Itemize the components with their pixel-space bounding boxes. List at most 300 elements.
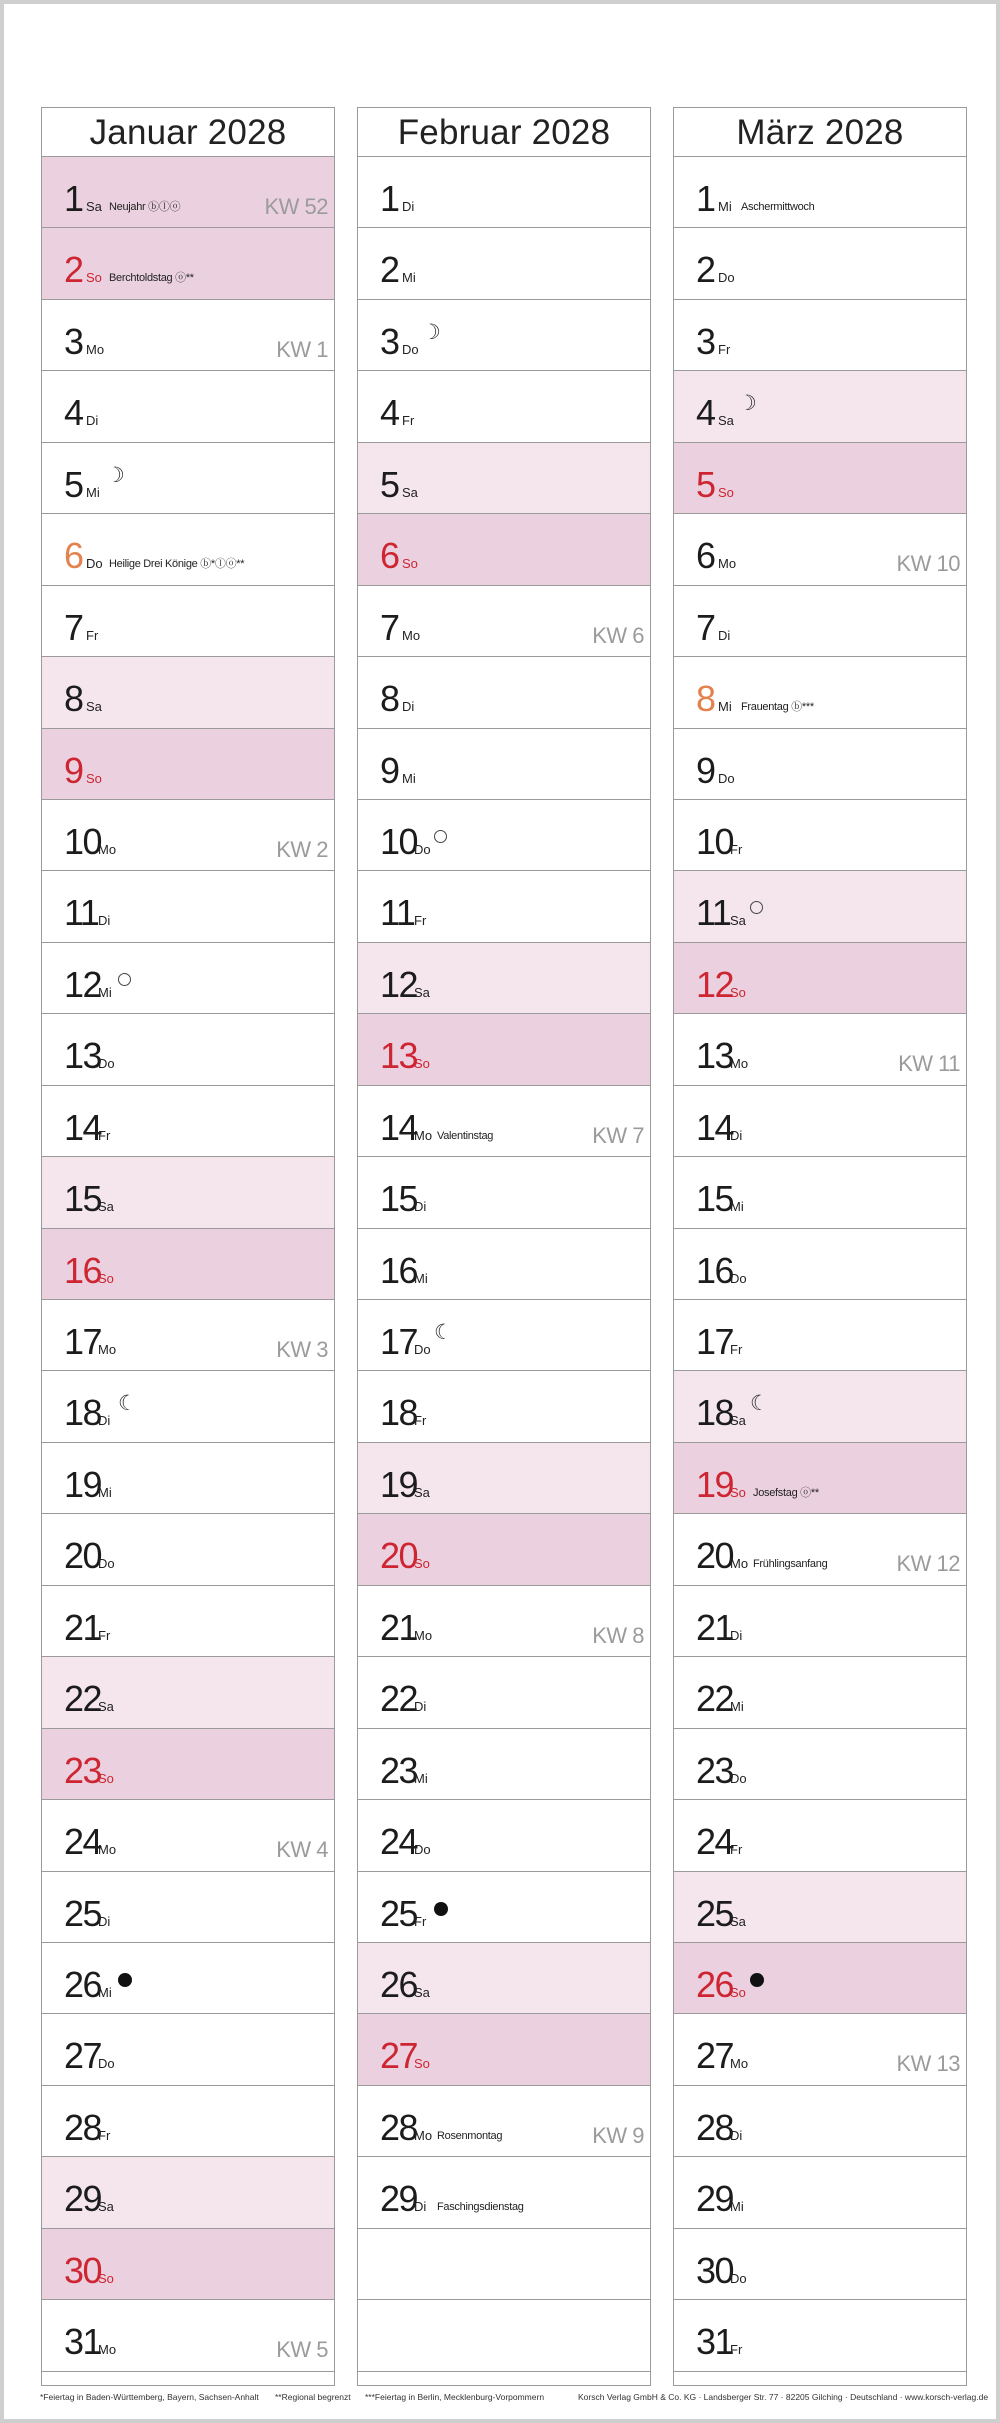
holiday-label: Frauentag ⓑ*** bbox=[741, 701, 814, 714]
day-row bbox=[42, 1157, 334, 1228]
calendar-week-label: KW 12 bbox=[896, 1551, 960, 1577]
month-title: Februar 2028 bbox=[358, 108, 650, 157]
day-number: 22 bbox=[64, 1678, 102, 1720]
weekday-label: Do bbox=[730, 1770, 747, 1786]
day-row bbox=[674, 2014, 966, 2085]
day-number: 27 bbox=[696, 2035, 734, 2077]
calendar-week-label: KW 7 bbox=[592, 1122, 644, 1148]
day-row bbox=[42, 2086, 334, 2157]
weekday-label: Do bbox=[98, 1556, 115, 1572]
day-row bbox=[674, 2229, 966, 2300]
weekday-label: Sa bbox=[730, 913, 746, 929]
day-row bbox=[674, 1229, 966, 1300]
day-row bbox=[358, 2086, 650, 2157]
weekday-label: Fr bbox=[86, 627, 99, 643]
weekday-label: Di bbox=[414, 2199, 427, 2215]
weekday-label: So bbox=[730, 1984, 746, 2000]
weekday-label: Sa bbox=[414, 1984, 430, 2000]
day-number: 24 bbox=[64, 1821, 102, 1863]
first-quarter-moon-icon: ☽ bbox=[738, 392, 757, 416]
weekday-label: Mi bbox=[730, 1699, 744, 1715]
weekday-label: Fr bbox=[98, 1127, 111, 1143]
weekday-label: Fr bbox=[730, 1842, 743, 1858]
day-row bbox=[674, 800, 966, 871]
weekday-label: Mo bbox=[730, 1056, 749, 1072]
day-number: 10 bbox=[696, 820, 734, 862]
month-title: Januar 2028 bbox=[42, 108, 334, 157]
day-number: 6 bbox=[380, 535, 399, 577]
day-number: 31 bbox=[696, 2321, 734, 2363]
day-row bbox=[674, 1443, 966, 1514]
day-row bbox=[674, 300, 966, 371]
weekday-label: So bbox=[98, 2270, 114, 2286]
day-number: 9 bbox=[696, 749, 715, 791]
day-row bbox=[674, 943, 966, 1014]
weekday-label: Fr bbox=[402, 413, 415, 429]
day-row bbox=[358, 371, 650, 442]
day-row bbox=[358, 1300, 650, 1371]
new-moon-icon bbox=[434, 1902, 448, 1916]
day-row bbox=[42, 1229, 334, 1300]
day-row bbox=[42, 2300, 334, 2371]
weekday-label: Di bbox=[402, 699, 415, 715]
day-row bbox=[358, 1371, 650, 1442]
first-quarter-moon-icon: ☽ bbox=[422, 320, 441, 344]
day-row bbox=[42, 1300, 334, 1371]
last-quarter-moon-icon: ☾ bbox=[118, 1392, 137, 1416]
day-row bbox=[674, 1657, 966, 1728]
weekday-label: Di bbox=[98, 1913, 111, 1929]
day-number: 11 bbox=[696, 892, 731, 934]
calendar-week-label: KW 4 bbox=[276, 1837, 328, 1863]
full-moon-icon bbox=[118, 973, 131, 986]
month-column-february bbox=[357, 107, 651, 2386]
day-row bbox=[674, 1943, 966, 2014]
day-number: 12 bbox=[696, 963, 734, 1005]
day-number: 4 bbox=[696, 392, 715, 434]
day-row bbox=[42, 871, 334, 942]
day-row bbox=[358, 1729, 650, 1800]
day-number: 22 bbox=[696, 1678, 734, 1720]
day-number: 28 bbox=[696, 2106, 734, 2148]
day-row bbox=[358, 1800, 650, 1871]
day-row bbox=[42, 586, 334, 657]
day-row bbox=[358, 871, 650, 942]
day-row bbox=[42, 1800, 334, 1871]
day-number: 27 bbox=[64, 2035, 102, 2077]
weekday-label: Fr bbox=[730, 2342, 743, 2358]
day-number: 21 bbox=[380, 1606, 418, 1648]
day-row bbox=[42, 1371, 334, 1442]
weekday-label: Mi bbox=[98, 984, 112, 1000]
day-row bbox=[42, 943, 334, 1014]
day-number: 5 bbox=[696, 463, 715, 505]
day-number: 26 bbox=[64, 1963, 102, 2005]
day-row bbox=[42, 2014, 334, 2085]
day-number: 23 bbox=[380, 1749, 418, 1791]
day-number: 17 bbox=[696, 1321, 734, 1362]
month-column-january bbox=[41, 107, 335, 2386]
footnote-3: ***Feiertag in Berlin, Mecklenburg-Vorpommern bbox=[365, 2392, 545, 2402]
day-row-empty bbox=[358, 2229, 650, 2300]
day-number: 2 bbox=[64, 249, 83, 291]
day-number: 3 bbox=[380, 320, 399, 362]
publisher-info: Korsch Verlag GmbH & Co. KG · Landsberger Str. 77 · 82205 Gilching · Deutschland · www.korsch-verlag.de bbox=[578, 2392, 989, 2402]
weekday-label: Fr bbox=[98, 1627, 111, 1643]
day-number: 1 bbox=[64, 178, 83, 219]
day-row bbox=[674, 1300, 966, 1371]
weekday-label: Do bbox=[414, 1342, 431, 1357]
day-number: 25 bbox=[64, 1892, 102, 1934]
day-row bbox=[42, 800, 334, 871]
calendar-week-label: KW 9 bbox=[592, 2122, 644, 2148]
weekday-label: Fr bbox=[730, 841, 743, 857]
weekday-label: Mi bbox=[98, 1984, 112, 2000]
month-column-march bbox=[673, 107, 967, 2386]
day-number: 6 bbox=[696, 535, 715, 577]
day-row bbox=[674, 1586, 966, 1657]
weekday-label: Mi bbox=[402, 270, 416, 286]
weekday-label: Mo bbox=[98, 841, 117, 857]
weekday-label: Mo bbox=[414, 2127, 433, 2143]
weekday-label: Do bbox=[718, 770, 735, 786]
day-row bbox=[358, 1872, 650, 1943]
day-number: 6 bbox=[64, 535, 83, 577]
day-number: 9 bbox=[64, 749, 83, 791]
weekday-label: Sa bbox=[402, 484, 418, 500]
calendar-week-label: KW 10 bbox=[896, 551, 960, 577]
weekday-label: Di bbox=[414, 1199, 427, 1215]
weekday-label: Mi bbox=[414, 1770, 428, 1786]
weekday-label: Fr bbox=[730, 1342, 743, 1357]
weekday-label: Sa bbox=[730, 1413, 746, 1429]
day-number: 17 bbox=[64, 1321, 102, 1362]
weekday-label: Mo bbox=[414, 1127, 433, 1143]
weekday-label: Di bbox=[414, 1699, 427, 1715]
weekday-label: Fr bbox=[414, 1913, 427, 1929]
day-row bbox=[358, 1157, 650, 1228]
footnote-1: *Feiertag in Baden-Württemberg, Bayern, Sachsen-Anhalt bbox=[40, 2392, 259, 2402]
day-row bbox=[358, 300, 650, 371]
day-row bbox=[674, 1729, 966, 1800]
day-number: 28 bbox=[380, 2106, 418, 2148]
weekday-label: Sa bbox=[98, 2199, 114, 2215]
month-title: März 2028 bbox=[674, 108, 966, 157]
weekday-label: So bbox=[414, 2056, 430, 2072]
day-row bbox=[42, 1586, 334, 1657]
day-number: 25 bbox=[380, 1892, 418, 1934]
day-row bbox=[42, 1443, 334, 1514]
day-number: 14 bbox=[64, 1106, 102, 1148]
day-row bbox=[674, 586, 966, 657]
day-row bbox=[42, 514, 334, 585]
day-row bbox=[42, 1514, 334, 1585]
weekday-label: Mi bbox=[730, 1199, 744, 1215]
day-row bbox=[674, 157, 966, 228]
day-number: 22 bbox=[380, 1678, 418, 1720]
weekday-label: Mi bbox=[402, 770, 416, 786]
day-number: 13 bbox=[696, 1035, 734, 1077]
weekday-label: Mi bbox=[730, 2199, 744, 2215]
day-row bbox=[674, 514, 966, 585]
weekday-label: Sa bbox=[98, 1199, 114, 1215]
day-row bbox=[42, 1086, 334, 1157]
day-number: 2 bbox=[380, 249, 399, 291]
weekday-label: Di bbox=[402, 199, 415, 214]
day-row bbox=[674, 729, 966, 800]
day-number: 26 bbox=[380, 1963, 418, 2005]
holiday-label: Berchtoldstag ⓞ** bbox=[109, 272, 194, 285]
day-row bbox=[358, 443, 650, 514]
weekday-label: Mi bbox=[718, 199, 732, 214]
day-number: 23 bbox=[696, 1749, 734, 1791]
day-number: 11 bbox=[64, 892, 99, 934]
weekday-label: Di bbox=[98, 1413, 111, 1429]
calendar-week-label: KW 13 bbox=[896, 2051, 960, 2077]
day-row bbox=[42, 157, 334, 228]
last-quarter-moon-icon: ☾ bbox=[434, 1321, 453, 1344]
day-number: 24 bbox=[380, 1821, 418, 1863]
weekday-label: Fr bbox=[414, 913, 427, 929]
weekday-label: Di bbox=[98, 913, 111, 929]
day-row bbox=[42, 1943, 334, 2014]
day-number: 7 bbox=[696, 606, 715, 648]
day-row bbox=[674, 1514, 966, 1585]
day-row bbox=[358, 157, 650, 228]
day-number: 21 bbox=[696, 1606, 734, 1648]
weekday-label: Sa bbox=[86, 699, 102, 715]
day-number: 28 bbox=[64, 2106, 102, 2148]
day-number: 8 bbox=[380, 678, 399, 720]
day-row bbox=[42, 2229, 334, 2300]
day-row bbox=[674, 1014, 966, 1085]
holiday-label: Rosenmontag bbox=[437, 2129, 503, 2142]
calendar-week-label: KW 1 bbox=[276, 336, 328, 362]
day-row bbox=[42, 371, 334, 442]
weekday-label: So bbox=[98, 1770, 114, 1786]
weekday-label: Di bbox=[86, 413, 99, 429]
day-row bbox=[358, 1586, 650, 1657]
day-row bbox=[674, 1086, 966, 1157]
day-number: 19 bbox=[64, 1463, 102, 1505]
day-row bbox=[674, 228, 966, 299]
day-number: 20 bbox=[64, 1535, 102, 1577]
day-number: 1 bbox=[380, 178, 399, 219]
weekday-label: Di bbox=[730, 2127, 743, 2143]
day-row bbox=[674, 1800, 966, 1871]
holiday-label: Frühlingsanfang bbox=[753, 1558, 828, 1571]
day-row bbox=[674, 1157, 966, 1228]
day-number: 18 bbox=[696, 1392, 734, 1434]
weekday-label: Sa bbox=[98, 1699, 114, 1715]
day-number: 14 bbox=[696, 1106, 734, 1148]
day-row bbox=[358, 729, 650, 800]
weekday-label: Do bbox=[718, 270, 735, 286]
day-number: 18 bbox=[64, 1392, 102, 1434]
weekday-label: Do bbox=[730, 1270, 747, 1286]
day-row bbox=[674, 1872, 966, 1943]
weekday-label: Sa bbox=[86, 199, 102, 214]
day-number: 14 bbox=[380, 1106, 418, 1148]
day-row bbox=[358, 2157, 650, 2228]
day-number: 30 bbox=[64, 2249, 102, 2291]
day-row bbox=[674, 443, 966, 514]
footer bbox=[40, 2392, 989, 2408]
day-row bbox=[358, 2014, 650, 2085]
day-number: 13 bbox=[64, 1035, 102, 1077]
weekday-label: Mo bbox=[86, 341, 105, 357]
weekday-label: Do bbox=[414, 1842, 431, 1858]
holiday-label: Valentinstag bbox=[437, 1129, 494, 1142]
day-number: 10 bbox=[380, 820, 418, 862]
day-row bbox=[358, 1943, 650, 2014]
day-number: 16 bbox=[64, 1249, 102, 1291]
calendar-week-label: KW 52 bbox=[264, 194, 328, 219]
day-row bbox=[358, 1086, 650, 1157]
day-number: 7 bbox=[64, 606, 83, 648]
day-number: 2 bbox=[696, 249, 715, 291]
day-number: 29 bbox=[696, 2178, 734, 2220]
weekday-label: Di bbox=[718, 627, 731, 643]
weekday-label: Do bbox=[98, 1056, 115, 1072]
day-number: 4 bbox=[380, 392, 399, 434]
new-moon-icon bbox=[750, 1973, 764, 1987]
day-row bbox=[358, 228, 650, 299]
day-row bbox=[42, 1729, 334, 1800]
full-moon-icon bbox=[750, 901, 763, 914]
weekday-label: Mo bbox=[98, 1842, 117, 1858]
day-row bbox=[358, 657, 650, 728]
day-number: 17 bbox=[380, 1321, 418, 1362]
weekday-label: Mi bbox=[86, 484, 100, 500]
weekday-label: Mo bbox=[98, 2342, 117, 2358]
weekday-label: So bbox=[414, 1056, 430, 1072]
holiday-label: Aschermittwoch bbox=[741, 201, 815, 213]
weekday-label: Mo bbox=[98, 1342, 117, 1357]
calendar-week-label: KW 8 bbox=[592, 1622, 644, 1648]
day-row bbox=[358, 1514, 650, 1585]
day-number: 24 bbox=[696, 1821, 734, 1863]
first-quarter-moon-icon: ☽ bbox=[106, 463, 125, 487]
weekday-label: Sa bbox=[414, 984, 430, 1000]
weekday-label: Fr bbox=[414, 1413, 427, 1429]
day-row bbox=[42, 1872, 334, 1943]
day-number: 3 bbox=[64, 320, 83, 362]
day-number: 16 bbox=[696, 1249, 734, 1291]
day-number: 27 bbox=[380, 2035, 418, 2077]
day-number: 15 bbox=[380, 1178, 418, 1220]
day-number: 15 bbox=[696, 1178, 734, 1220]
weekday-label: Do bbox=[402, 341, 419, 357]
calendar-week-label: KW 6 bbox=[592, 622, 644, 648]
day-number: 8 bbox=[696, 678, 715, 720]
day-row bbox=[674, 1371, 966, 1442]
calendar-week-label: KW 2 bbox=[276, 836, 328, 862]
day-row bbox=[674, 2300, 966, 2371]
weekday-label: Do bbox=[98, 2056, 115, 2072]
weekday-label: Mi bbox=[98, 1484, 112, 1500]
new-moon-icon bbox=[118, 1973, 132, 1987]
day-row bbox=[674, 871, 966, 942]
day-row bbox=[358, 1657, 650, 1728]
day-number: 4 bbox=[64, 392, 83, 434]
day-row bbox=[42, 657, 334, 728]
calendar-week-label: KW 11 bbox=[898, 1051, 960, 1077]
day-number: 18 bbox=[380, 1392, 418, 1434]
day-number: 3 bbox=[696, 320, 715, 362]
holiday-label: Faschingsdienstag bbox=[437, 2201, 524, 2214]
day-number: 11 bbox=[380, 892, 415, 934]
day-number: 20 bbox=[696, 1535, 734, 1577]
day-number: 30 bbox=[696, 2249, 734, 2291]
day-number: 12 bbox=[380, 963, 418, 1005]
weekday-label: Di bbox=[730, 1627, 743, 1643]
day-number: 25 bbox=[696, 1892, 734, 1934]
day-number: 19 bbox=[380, 1463, 418, 1505]
day-number: 29 bbox=[380, 2178, 418, 2220]
last-quarter-moon-icon: ☾ bbox=[750, 1392, 769, 1416]
weekday-label: Do bbox=[730, 2270, 747, 2286]
day-row bbox=[358, 1014, 650, 1085]
day-number: 5 bbox=[64, 463, 83, 505]
day-number: 21 bbox=[64, 1606, 102, 1648]
weekday-label: So bbox=[98, 1270, 114, 1286]
weekday-label: Mi bbox=[718, 699, 732, 715]
day-number: 15 bbox=[64, 1178, 102, 1220]
day-row bbox=[42, 228, 334, 299]
day-number: 10 bbox=[64, 820, 102, 862]
holiday-label: Josefstag ⓞ** bbox=[753, 1486, 819, 1499]
weekday-label: Fr bbox=[98, 2127, 111, 2143]
weekday-label: Mo bbox=[414, 1627, 433, 1643]
calendar-week-label: KW 3 bbox=[276, 1337, 328, 1362]
day-row-empty bbox=[358, 2300, 650, 2371]
weekday-label: Di bbox=[730, 1127, 743, 1143]
day-row bbox=[674, 371, 966, 442]
day-number: 19 bbox=[696, 1463, 734, 1505]
day-row bbox=[42, 443, 334, 514]
day-number: 5 bbox=[380, 463, 399, 505]
day-number: 29 bbox=[64, 2178, 102, 2220]
day-row bbox=[358, 1443, 650, 1514]
day-number: 31 bbox=[64, 2321, 102, 2363]
day-number: 8 bbox=[64, 678, 83, 720]
weekday-label: So bbox=[86, 770, 102, 786]
weekday-label: Sa bbox=[414, 1484, 430, 1500]
day-row bbox=[42, 2157, 334, 2228]
weekday-label: So bbox=[414, 1556, 430, 1572]
calendar-week-label: KW 5 bbox=[276, 2337, 328, 2363]
day-number: 12 bbox=[64, 963, 102, 1005]
day-row bbox=[42, 300, 334, 371]
weekday-label: Do bbox=[86, 556, 103, 572]
weekday-label: Fr bbox=[718, 341, 731, 357]
day-row bbox=[674, 657, 966, 728]
day-number: 7 bbox=[380, 606, 399, 648]
day-number: 9 bbox=[380, 749, 399, 791]
weekday-label: Mo bbox=[730, 2056, 749, 2072]
day-number: 1 bbox=[696, 178, 715, 219]
weekday-label: Do bbox=[414, 841, 431, 857]
weekday-label: So bbox=[402, 556, 418, 572]
day-row bbox=[358, 800, 650, 871]
day-number: 16 bbox=[380, 1249, 418, 1291]
weekday-label: Mi bbox=[414, 1270, 428, 1286]
day-number: 23 bbox=[64, 1749, 102, 1791]
day-row bbox=[42, 1014, 334, 1085]
weekday-label: Sa bbox=[730, 1913, 746, 1929]
day-row bbox=[358, 1229, 650, 1300]
